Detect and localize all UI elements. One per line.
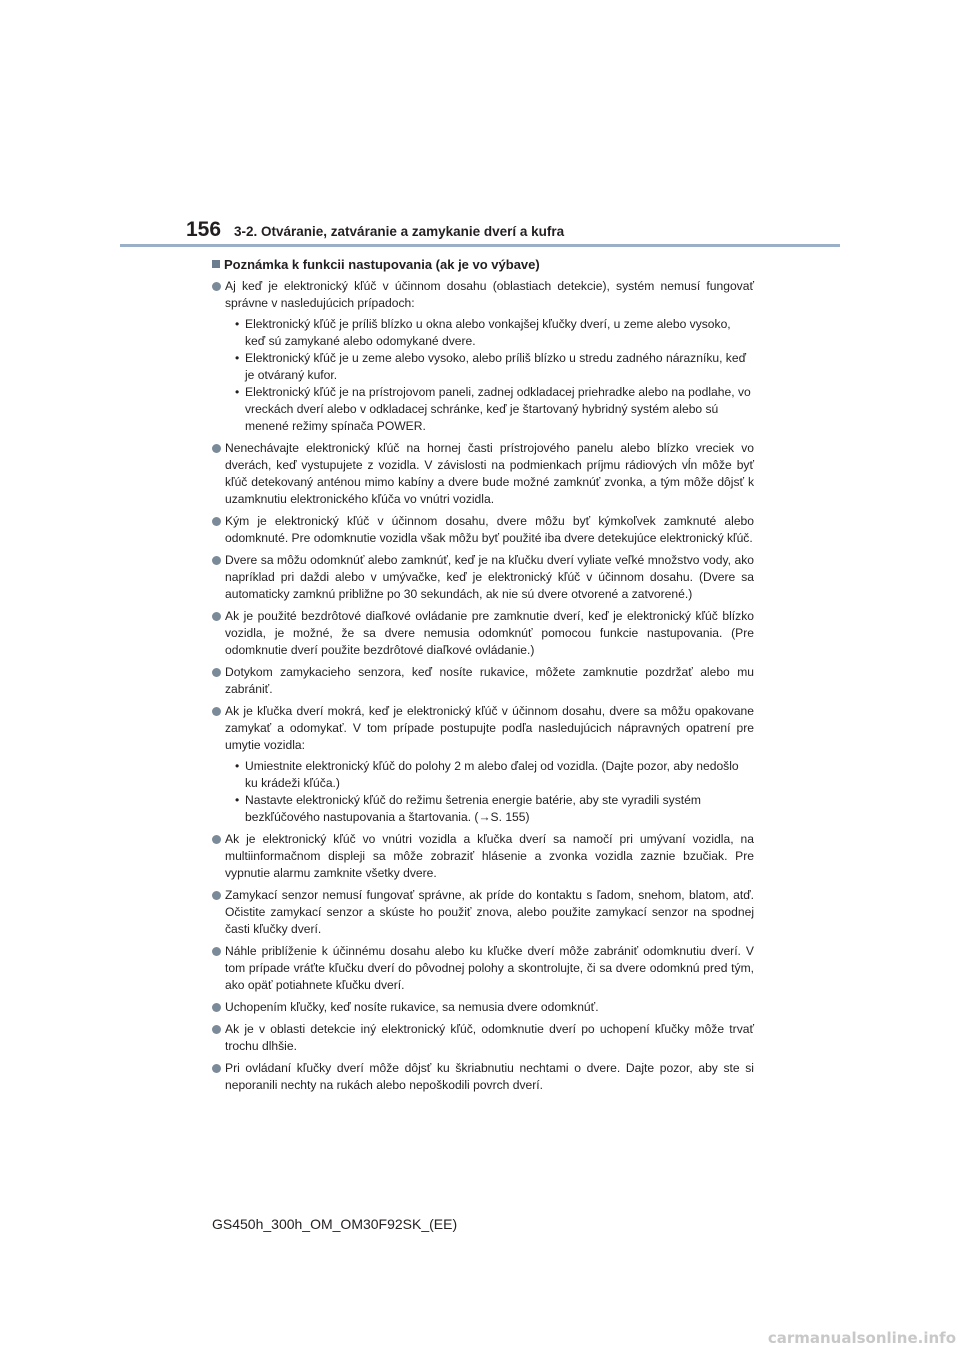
sub-bullet-icon: • — [235, 793, 240, 807]
bullet-text: Nenechávajte elektronický kľúč na hornej časti prístrojového panelu alebo blízko vreciek vo dverách, keď vystupujete z vozidla. V závislosti na podmienkach príjmu rádiových vĺn môže byť kľúč detekovaný anténou mimo kabíny a dvere bude možné zamknúť zvonka, a tým môže dôjsť k uzamknutiu elektronického kľúča vo vnútri vozidla. — [225, 441, 754, 506]
sub-list-item — [235, 316, 754, 350]
bullet-list — [212, 278, 754, 1094]
sub-list-item — [235, 350, 754, 384]
circle-bullet-icon — [212, 668, 221, 677]
header-divider — [120, 244, 840, 247]
sub-bullet-icon: • — [235, 351, 240, 365]
bullet-text: Aj keď je elektronický kľúč v účinnom dosahu (oblastiach detekcie), systém nemusí fungovať správne v nasledujúcich prípadoch: — [225, 279, 754, 310]
bullet-text: Zamykací senzor nemusí fungovať správne, ak príde do kontaktu s ľadom, snehom, blatom, atď. Očistite zamykací senzor a skúste ho použiť znova, alebo použite zamykací senzor na spodnej časti kľučky dverí. — [225, 888, 754, 936]
note-section — [212, 256, 754, 1099]
bullet-text: Dvere sa môžu odomknúť alebo zamknúť, keď je na kľučku dverí vyliate veľké množstvo vody, ako napríklad pri daždi alebo v umývačke, keď je elektronický kľúč v účinnom dosahu. (Dvere sa automaticky zamknú približne po 30 sekundách, ak nie sú dvere otvorené a zatvorené.) — [225, 553, 754, 601]
circle-bullet-icon — [212, 1003, 221, 1012]
page-header — [186, 214, 840, 246]
note-heading — [212, 256, 754, 274]
footer-model-code: GS450h_300h_OM_OM30F92SK_(EE) — [212, 1216, 458, 1232]
sub-list-item — [235, 792, 754, 826]
sub-item-text: Elektronický kľúč je na prístrojovom paneli, zadnej odkladacej priehradke alebo na podlahe, vo vreckách dverí alebo v odkladacej schránke, keď je štartovaný hybridný systém alebo sú menené režimy spínača POWER. — [245, 385, 751, 433]
list-item — [212, 513, 754, 547]
watermark: carmanualsonline.info — [767, 1329, 956, 1347]
circle-bullet-icon — [212, 444, 221, 453]
list-item — [212, 440, 754, 508]
bullet-text: Ak je elektronický kľúč vo vnútri vozidla a kľučka dverí sa namočí pri umývaní vozidla, na multiinformačnom displeji sa môže zobraziť hlásenie a zvonka vozidla zaznie bzučiak. Pre vypnutie alarmu zamknite všetky dvere. — [225, 832, 754, 880]
circle-bullet-icon — [212, 517, 221, 526]
circle-bullet-icon — [212, 612, 221, 621]
list-item — [212, 1060, 754, 1094]
sub-bullet-icon: • — [235, 759, 240, 773]
sub-bullet-icon: • — [235, 385, 240, 399]
sub-item-text: Elektronický kľúč je u zeme alebo vysoko, alebo príliš blízko u stredu zadného nárazníku, keď je otváraný kufor. — [245, 351, 747, 382]
list-item — [212, 831, 754, 882]
bullet-text: Náhle priblíženie k účinnému dosahu alebo ku kľučke dverí môže zabrániť odomknutiu dverí. V tom prípade vráťte kľučku dverí do pôvodnej polohy a skontrolujte, či sa dvere odomknú pred tým, ako opäť potiahnete kľučku dverí. — [225, 944, 754, 992]
square-bullet-icon — [212, 260, 220, 268]
sub-item-text: Nastavte elektronický kľúč do režimu šetrenia energie batérie, aby ste vyradili systém bezkľúčového nastupovania a štartovania. (→S. 155) — [245, 793, 701, 824]
list-item — [212, 1021, 754, 1055]
circle-bullet-icon — [212, 282, 221, 291]
circle-bullet-icon — [212, 947, 221, 956]
circle-bullet-icon — [212, 556, 221, 565]
list-item — [212, 703, 754, 826]
circle-bullet-icon — [212, 891, 221, 900]
circle-bullet-icon — [212, 835, 221, 844]
bullet-text: Ak je v oblasti detekcie iný elektronický kľúč, odomknutie dverí po uchopení kľučky môže trvať trochu dlhšie. — [225, 1022, 754, 1053]
page-number: 156 — [186, 218, 222, 241]
list-item — [212, 999, 754, 1016]
note-heading-text: Poznámka k funkcii nastupovania (ak je vo výbave) — [224, 257, 540, 272]
bullet-text: Dotykom zamykacieho senzora, keď nosíte rukavice, môžete zamknutie pozdržať alebo mu zabrániť. — [225, 665, 754, 696]
bullet-text: Kým je elektronický kľúč v účinnom dosahu, dvere môžu byť kýmkoľvek zamknuté alebo odomknuté. Pre odomknutie vozidla však môžu byť použité iba dvere detekujúce elektronický kľúč. — [225, 514, 754, 545]
sub-item-text: Umiestnite elektronický kľúč do polohy 2 m alebo ďalej od vozidla. (Dajte pozor, aby nedošlo ku krádeži kľúča.) — [245, 759, 739, 790]
circle-bullet-icon — [212, 707, 221, 716]
bullet-text: Ak je kľučka dverí mokrá, keď je elektronický kľúč v účinnom dosahu, dvere sa môžu opakovane zamykať a odomykať. V tom prípade postupujte podľa nasledujúcich nápravných opatrení pre umytie vozidla: — [225, 704, 754, 752]
list-item — [212, 943, 754, 994]
circle-bullet-icon — [212, 1064, 221, 1073]
sub-list-item — [235, 758, 754, 792]
sub-bullet-icon: • — [235, 317, 240, 331]
circle-bullet-icon — [212, 1025, 221, 1034]
section-title: 3-2. Otváranie, zatváranie a zamykanie dverí a kufra — [234, 224, 565, 239]
sub-item-text: Elektronický kľúč je príliš blízko u okna alebo vonkajšej kľučky dverí, u zeme alebo vysoko, keď sú zamykané alebo odomykané dvere. — [245, 317, 731, 348]
list-item — [212, 608, 754, 659]
bullet-text: Uchopením kľučky, keď nosíte rukavice, sa nemusia dvere odomknúť. — [225, 1000, 599, 1014]
list-item — [212, 552, 754, 603]
bullet-text: Ak je použité bezdrôtové diaľkové ovládanie pre zamknutie dverí, keď je elektronický kľúč blízko vozidla, je možné, že sa dvere nemusia odomknúť pomocou funkcie nastupovania. (Pre odomknutie dverí použite bezdrôtové diaľkové ovládanie.) — [225, 609, 754, 657]
list-item — [212, 664, 754, 698]
sub-list — [225, 758, 754, 826]
bullet-text: Pri ovládaní kľučky dverí môže dôjsť ku škriabnutiu nechtami o dvere. Dajte pozor, aby ste si neporanili nechty na rukách alebo nepoškodili povrch dverí. — [225, 1061, 754, 1092]
list-item — [212, 887, 754, 938]
sub-list — [225, 316, 754, 435]
sub-list-item — [235, 384, 754, 435]
list-item — [212, 278, 754, 435]
